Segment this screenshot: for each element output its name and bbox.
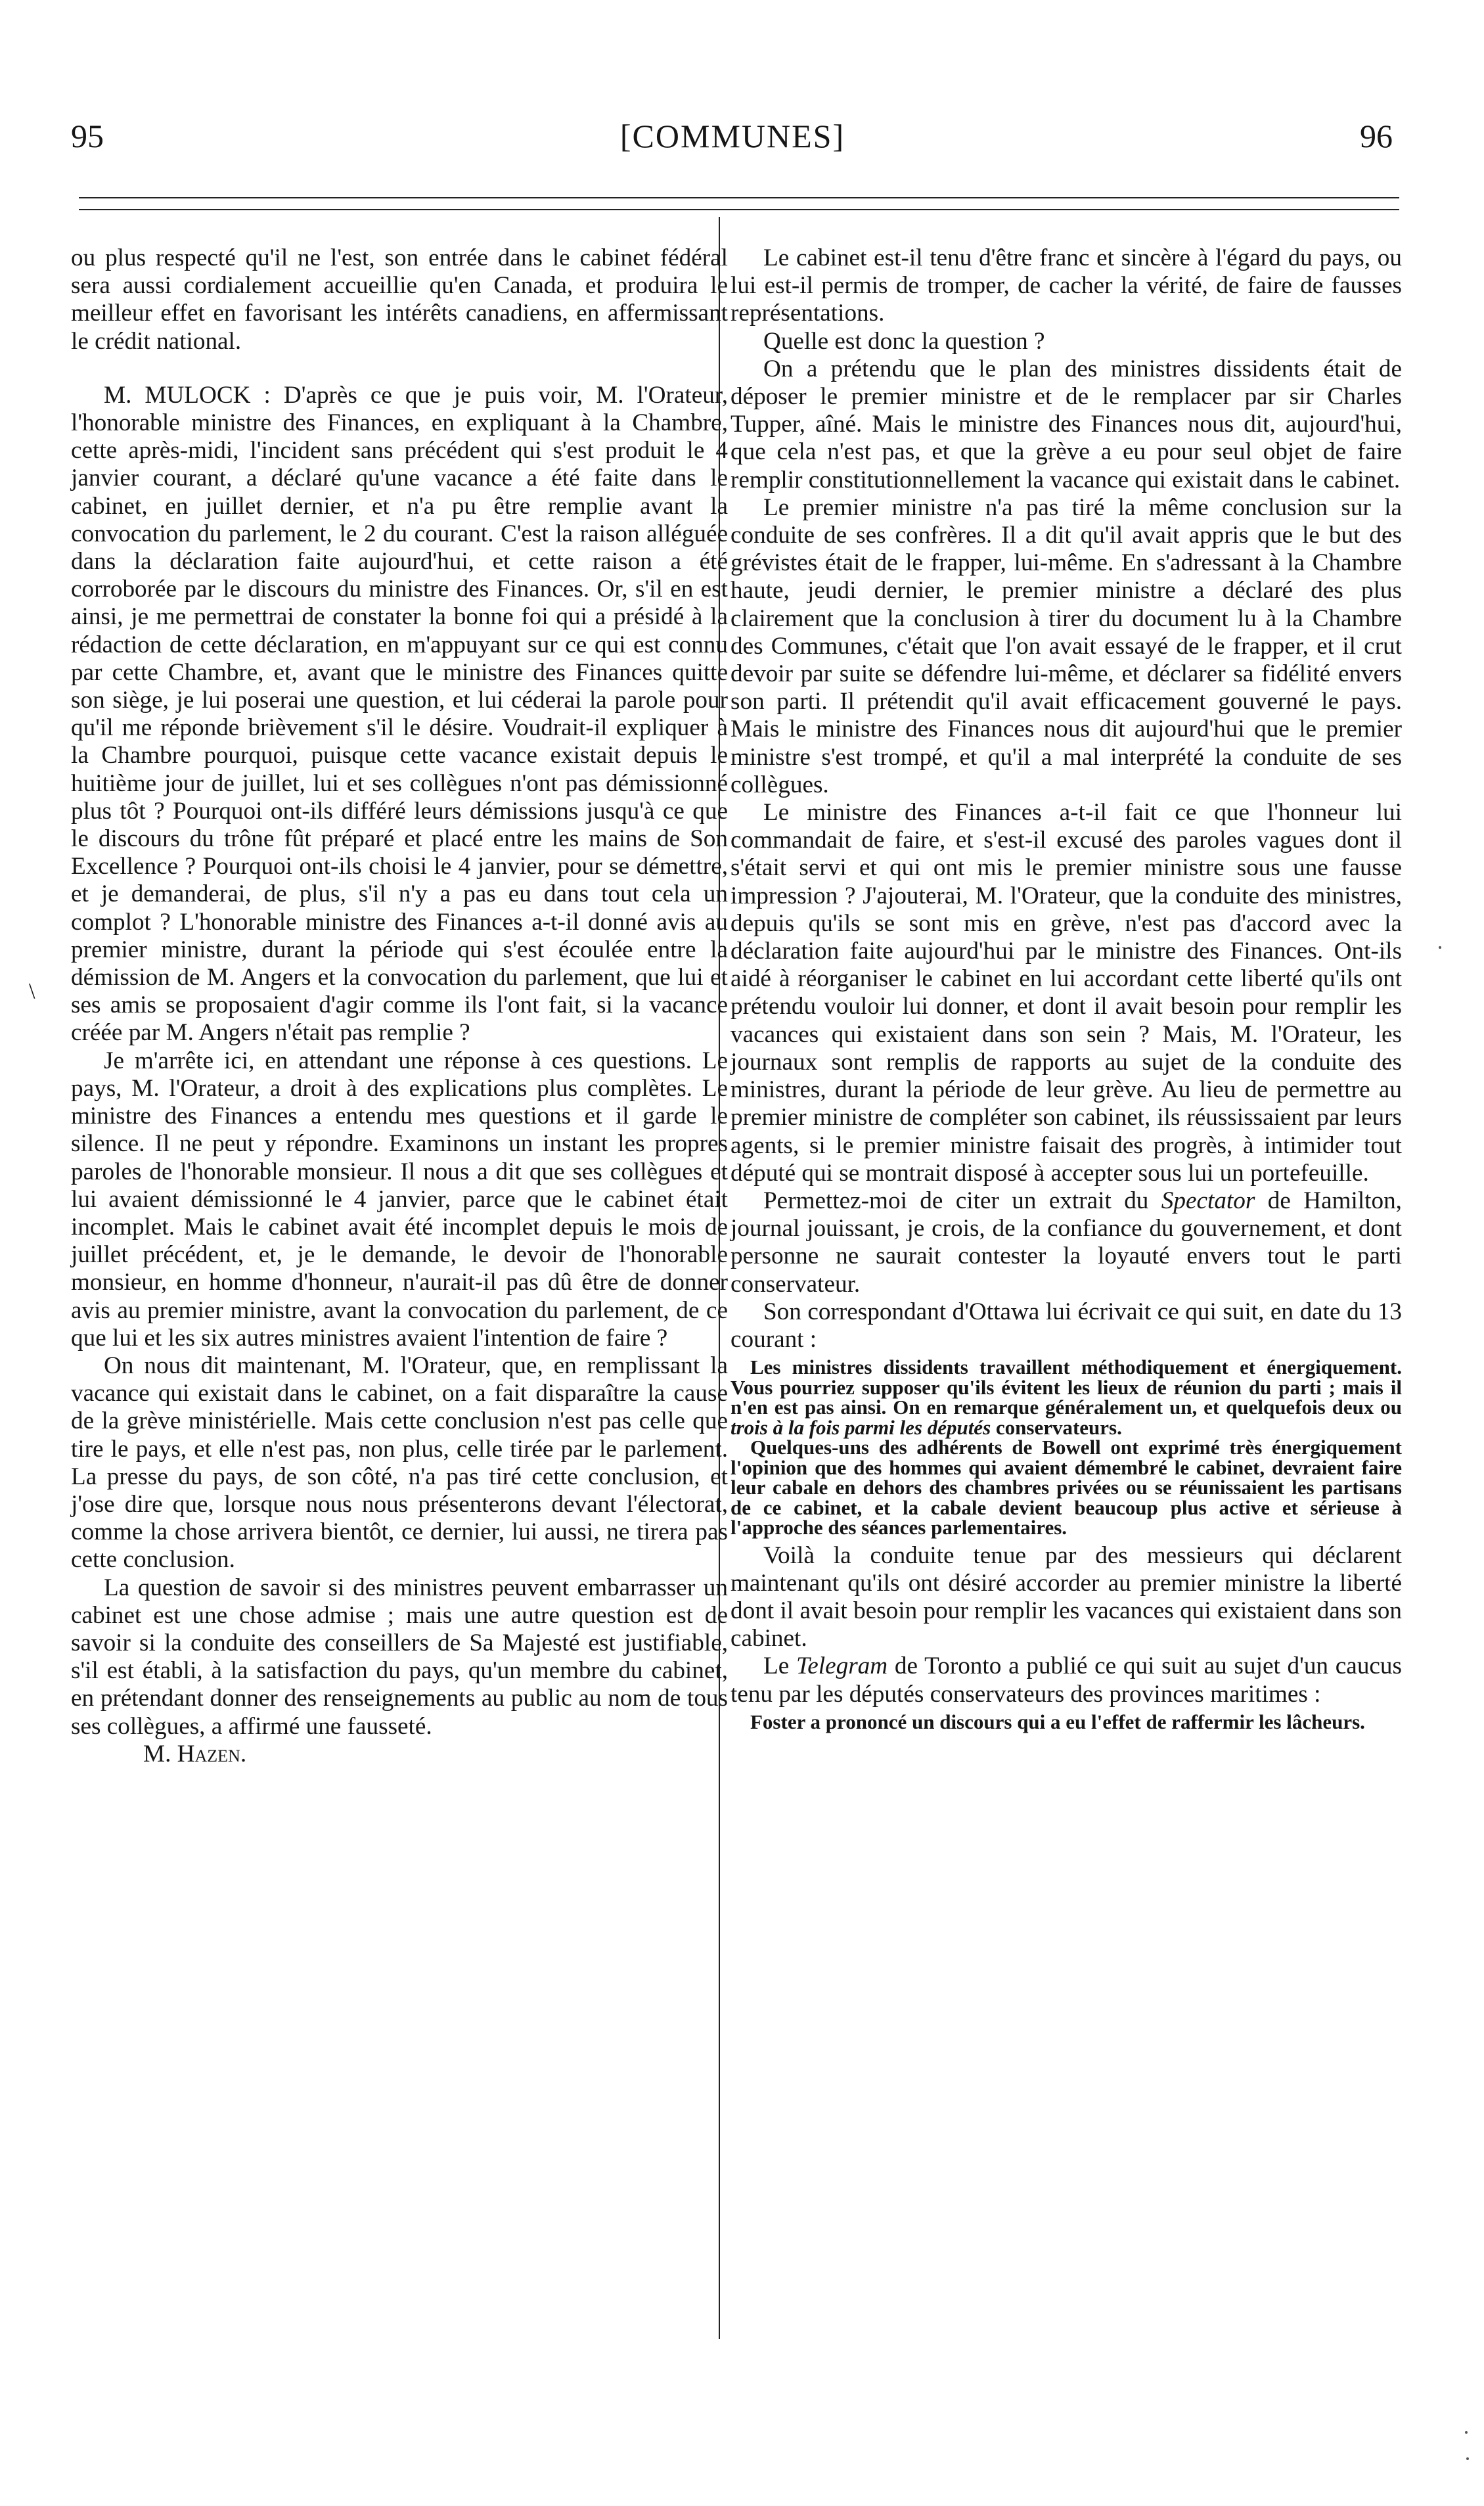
publication-name: Spectator [1161,1187,1255,1214]
text-run: conservateurs. [991,1415,1122,1439]
header-rule-top [79,197,1399,198]
publication-name: Telegram [796,1652,888,1680]
margin-mark: \ [29,979,35,1003]
paragraph: Le premier ministre n'a pas tiré la même conclusion sur la conduite de ses confrères. Il a dit qu'il avait appris que le but des grévistes était de le frapper, lui-même. En s'adressant à la Chambre haute, jeudi dernier, le premier ministre a déclaré des plus clairement que la conclusion à tirer du document lu à la Chambre des Communes, c'était que l'on avait essayé de le frapper, et il crut devoir par suite se défendre lui-même, et déclarer sa fidélité envers son parti. Il prétendit qu'il avait efficacement gouverné le pays. Mais le ministre des Finances nous dit aujourd'hui que le premier ministre s'est trompé, et qu'il a mal interprété la conduite de ses collègues. [731,493,1402,798]
paragraph-telegram [731,1652,1402,1708]
italic-run: trois à la fois parmi les députés [731,1415,991,1439]
running-title: [COMMUNES] [619,118,845,154]
paragraph: Le ministre des Finances a-t-il fait ce que l'honneur lui commandait de faire, et s'est-il excusé des paroles vagues dont il s'était servi et qui ont mis le premier ministre sous une fausse impression ? J'ajouterai, M. l'Orateur, que la conduite des ministres, depuis qu'ils se sont mis en grève, n'est pas d'accord avec la déclaration faite aujourd'hui par le ministre des Finances. Ont-ils aidé à réorganiser le cabinet en lui accordant cette liberté qu'ils ont prétendu vouloir lui donner, et dont il avait besoin pour remplir les vacances qui existaient dans son sein ? Mais, M. l'Orateur, les journaux sont remplis de rapports au sujet de la conduite des ministres, durant la période de leur grève. Au lieu de permettre au premier ministre de compléter son cabinet, ils réussissaient par leurs agents, si le premier ministre faisait des progrès, à intimider tout député qui se montrait disposé à accepter sous lui un portefeuille. [731,799,1402,1187]
speaker-signature: M. Hazen. [143,1740,247,1767]
page-header [66,117,1399,176]
block-quote [731,1712,1402,1733]
paragraph: On nous dit maintenant, M. l'Orateur, que, en remplissant la vacance qui existait dans le cabinet, on a fait disparaître la cause de la grève ministérielle. Mais cette conclusion n'est pas celle que tire le pays, et elle n'est pas, non plus, celle tirée par le parlement. La presse du pays, de son côté, n'a pas tiré cette conclusion, et j'ose dire que, lorsque nous nous présenterons devant l'électorat, comme la chose arrivera bientôt, ce dernier, lui aussi, ne tirera pas cette conclusion. [71,1352,728,1574]
paragraph: La question de savoir si des ministres peuvent embarrasser un cabinet est une chose admise ; mais une autre question est de savoir si la conduite des conseillers de Sa Majesté est justifiable, s'il est établi, à la satisfaction du pays, qu'un membre du cabinet, en prétendant donner des renseignements au public au nom de tous ses collègues, a affirmé une fausseté. [71,1574,728,1740]
paragraph: Le cabinet est-il tenu d'être franc et sincère à l'égard du pays, ou lui est-il permis de tromper, de cacher la vérité, de faire de fausses représentations. [731,244,1402,327]
paragraph: Son correspondant d'Ottawa lui écrivait ce qui suit, en date du 13 courant : [731,1298,1402,1353]
left-column [71,244,728,1768]
print-speck [1465,2431,1468,2434]
page-number-left: 95 [71,118,104,154]
page-number-right: 96 [1360,118,1393,154]
text-run: de Toronto a publié ce qui suit au sujet d'un caucus tenu par les députés conservateurs des provinces maritimes : [731,1652,1402,1708]
quote-paragraph: Foster a prononcé un discours qui a eu l'effet de raffermir les lâcheurs. [750,1710,1365,1733]
paragraph-mulock: M. MULOCK : D'après ce que je puis voir, M. l'Orateur, l'honorable ministre des Finances, en expliquant à la Chambre, cette après-midi, l'incident sans précédent qui s'est produit le 4 janvier courant, a déclaré qu'une vacance a été faite dans le cabinet, en juillet dernier, et n'a pu être remplie avant la convocation du parlement, le 2 du courant. C'est la raison alléguée dans la déclaration faite aujourd'hui, et cette raison a été corroborée par le discours du ministre des Finances. Or, s'il en est ainsi, je me permettrai de constater la bonne foi qui a présidé à la rédaction de cette déclaration, en m'appuyant sur ce qui est connu par cette Chambre, et, avant que le ministre des Finances quitte son siège, je lui poserai une question, et lui céderai la parole pour qu'il me réponde brièvement s'il le désire. Voudrait-il expliquer à la Chambre pourquoi, puisque cette vacance existait depuis le huitième jour de juillet, lui et ses collègues n'ont pas démissionné plus tôt ? Pourquoi ont-ils différé leurs démissions jusqu'à ce que le discours du trône fût préparé et placé entre les mains de Son Excellence ? Pourquoi ont-ils choisi le 4 janvier, pour se démettre, et je demanderai, de plus, s'il n'y a pas eu dans tout cela un complot ? L'honorable ministre des Finances a-t-il donné avis au premier ministre, durant la période qui s'est écoulée entre la démission de M. Angers et la convocation du parlement, que lui et ses amis se proposaient d'agir comme ils l'ont fait, si la vacance créée par M. Angers n'était pas remplie ? [71,381,728,1047]
header-rule-bottom [79,209,1399,210]
text-run: Permettez-moi de citer un extrait du [763,1187,1161,1214]
quote-paragraph [731,1357,1402,1438]
paragraph-spectator [731,1187,1402,1298]
paragraph: Quelle est donc la question ? [763,327,1045,355]
paragraph: Voilà la conduite tenue par des messieurs qui déclarent maintenant qu'ils ont désiré accorder au premier ministre la liberté dont il avait besoin pour remplir les vacances qui existaient dans son cabinet. [731,1541,1402,1652]
print-speck [1439,946,1441,949]
paragraph: On a prétendu que le plan des ministres dissidents était de déposer le premier ministre et de le remplacer par sir Charles Tupper, aîné. Mais le ministre des Finances nous dit, aujourd'hui, que cela n'est pas, et que la grève a eu pour seul objet de faire remplir constitutionnellement la vacance qui existait dans le cabinet. [731,355,1402,493]
paragraph: ou plus respecté qu'il ne l'est, son entrée dans le cabinet fédéral sera aussi cordialement accueillie qu'en Canada, et produira le meilleur effet en favorisant les intérêts canadiens, en affermissant le crédit national. [71,244,728,355]
paragraph: Je m'arrête ici, en attendant une réponse à ces questions. Le pays, M. l'Orateur, a droit à des explications plus complètes. Le ministre des Finances a entendu mes questions et il garde le silence. Il ne peut y répondre. Examinons un instant les propres paroles de l'honorable monsieur. Il nous a dit que ses collègues et lui avaient démissionné le 4 janvier, parce que le cabinet était incomplet. Mais le cabinet avait été incomplet depuis le mois de juillet précédent, et, je le demande, le devoir de l'honorable monsieur, en homme d'honneur, n'aurait-il pas dû être de donner avis au premier ministre, avant la convocation du parlement, de ce que lui et les six autres ministres avaient l'intention de faire ? [71,1047,728,1352]
right-column [731,244,1402,1736]
text-run: Le [763,1652,796,1680]
quote-paragraph: Quelques-uns des adhérents de Bowell ont exprimé très énergiquement l'opinion que des hommes qui avaient démembré le cabinet, devraient faire leur cabale en dehors des chambres privées ou se réunissaient les partisans de ce cabinet, et la cabale devient beaucoup plus active et sérieuse à l'approche des séances parlementaires. [731,1436,1402,1539]
print-speck [1466,2457,1469,2460]
block-quote [731,1357,1402,1538]
text-run: Les ministres dissidents travaillent méthodiquement et énergiquement. Vous pourriez supposer qu'ils évitent les lieux de réunion du parti ; mais il n'en est pas ainsi. On en remarque généralement un, et quelquefois deux ou [731,1356,1402,1419]
text-run: de Hamilton, journal jouissant, je crois, de la confiance du gouvernement, et dont personne ne saurait contester la loyauté envers tout le parti conservateur. [731,1187,1402,1298]
